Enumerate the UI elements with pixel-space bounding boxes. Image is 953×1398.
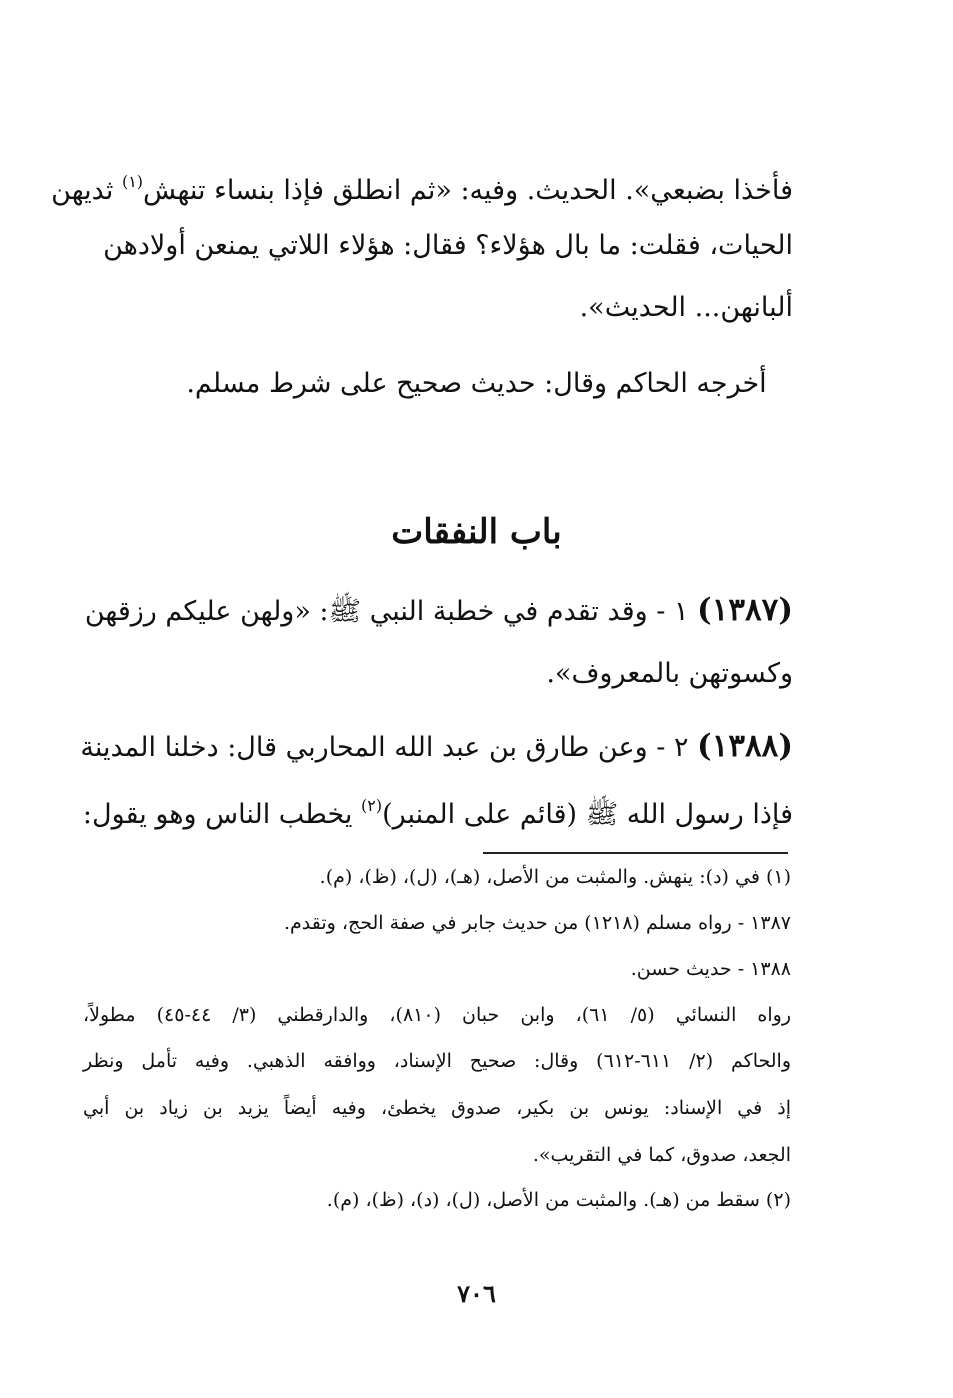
entry-1387-text-2: وكسوتهن بالمعروف». [546,658,793,689]
entry-1388-number: (١٣٨٨) [697,728,793,764]
body-line-3 [153,288,793,328]
source-note [0,364,953,404]
body-line-3-text: ألبانهن... الحديث». [579,292,793,323]
page-number: ٧٠٦ [457,1279,496,1308]
footnote-1: (١) في (د): ينهش. والمثبت من الأصل، (هـ)، (ل)، (ظ)، (م). [319,866,791,888]
entry-1388-text-1: ٢ - وعن طارق بن عبد الله المحاربي قال: دخلنا المدينة [80,732,689,763]
entry-1388-text-2b: يخطب الناس وهو يقول: [82,799,353,830]
footnote-marker-1: (١) [121,172,144,191]
footnote-1388-detail-4: الجعد، صدوق، كما في التقريب». [532,1144,791,1166]
footnote-1388: ١٣٨٨ - حديث حسن. [630,958,791,980]
entry-1387-line-1 [84,590,793,632]
entry-1387-number: (١٣٨٧) [697,592,793,628]
footnote-marker-2: (٢) [361,796,383,815]
footnote-separator [483,852,788,854]
body-line-2-text: الحيات، فقلت: ما بال هؤلاء؟ فقال: هؤلاء اللاتي يمنعن أولادهن [103,230,793,261]
footnote-2: (٢) سقط من (هـ). والمثبت من الأصل، (ل)، (د)، (ظ)، (م). [326,1189,791,1211]
entry-1388-line-2 [82,786,793,835]
chapter-title: باب النفقات [391,512,562,552]
body-line-1-text-a: فأخذا بضبعي». الحديث. وفيه: «ثم انطلق فإذا بنساء تنهش [143,175,793,206]
source-note-text: أخرجه الحاكم وقال: حديث صحيح على شرط مسلم. [186,368,767,399]
footnote-1388-detail-2: والحاكم (٢/ ٦١١-٦١٢) وقال: صحيح الإسناد، ووافقه الذهبي. وفيه تأمل ونظر [83,1050,791,1072]
footnote-1387: ١٣٨٧ - رواه مسلم (١٢١٨) من حديث جابر في صفة الحج، وتقدم. [283,912,791,934]
footnote-1388-detail-1: رواه النسائي (٥/ ٦١)، وابن حبان (٨١٠)، والدارقطني (٣/ ٤٤-٤٥) مطولاً، [83,1004,791,1026]
entry-1388-line-1 [80,726,793,768]
entry-1387-text-1: ١ - وقد تقدم في خطبة النبي ﷺ: «ولهن عليكم رزقهن [84,596,689,627]
entry-1388-text-2a: فإذا رسول الله ﷺ (قائم على المنبر) [382,799,793,830]
footnote-1388-detail-3: إذ في الإسناد: يونس بن بكير، صدوق يخطئ، وفيه أيضاً يزيد بن زياد بن أبي [83,1097,791,1119]
body-line-1-text-b: ثديهن [51,175,114,206]
body-line-2 [103,226,793,266]
entry-1387-line-2 [153,654,793,694]
body-line-1 [51,162,793,211]
